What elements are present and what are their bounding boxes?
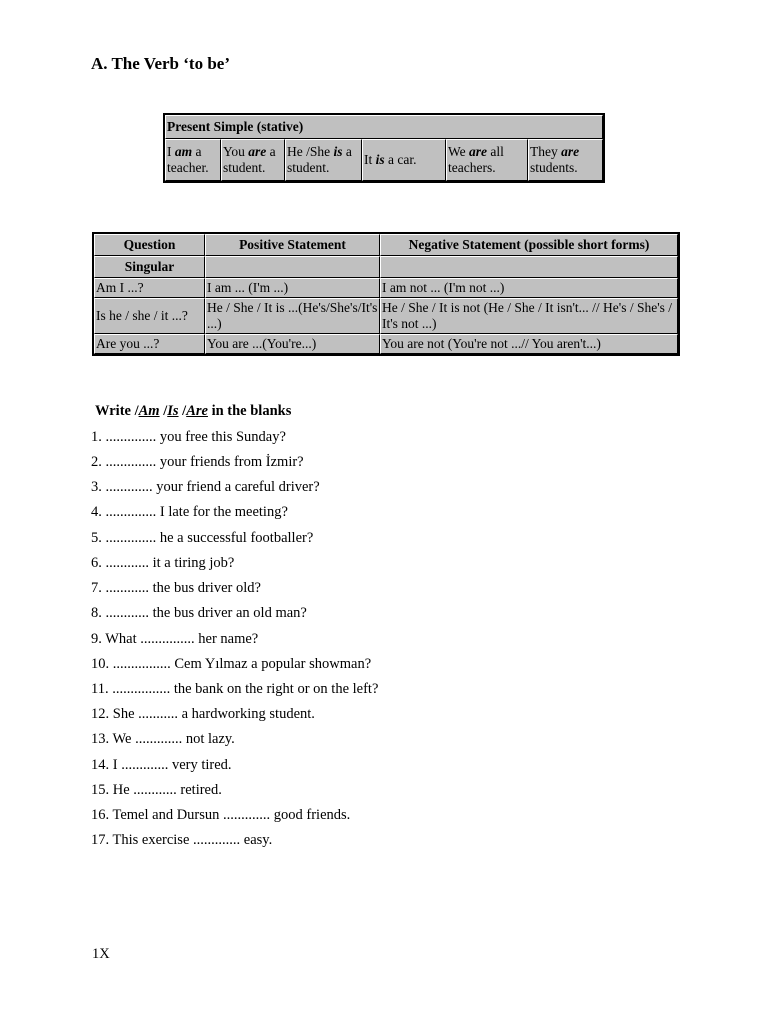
table-cell: He / She / It is not (He / She / It isn't... // He's / She's / It's not ...) (380, 298, 678, 334)
column-header: Negative Statement (possible short forms) (380, 234, 678, 256)
table-cell: You are ...(You're...) (205, 334, 380, 354)
table-cell: Are you ...? (94, 334, 205, 354)
table-cell: He / She / It is ...(He's/She's/It's ...) (205, 298, 380, 334)
question-item: 16. Temel and Dursun ............. good friends. (91, 807, 351, 823)
present-simple-header: Present Simple (stative) (165, 115, 603, 139)
column-header: Question (94, 234, 205, 256)
singular-label: Singular (94, 256, 205, 278)
table-cell: You are not (You're not ...// You aren't...) (380, 334, 678, 354)
example-cell: We are all teachers. (446, 139, 528, 181)
exercise-instruction: Write /Am /Is /Are in the blanks (95, 403, 292, 419)
table-header-row (94, 234, 678, 256)
question-item: 9. What ............... her name? (91, 631, 259, 647)
table-cell (205, 256, 380, 278)
table-row (94, 256, 678, 278)
question-item: 13. We ............. not lazy. (91, 731, 235, 747)
example-cell: It is a car. (362, 139, 446, 181)
example-cell: You are a student. (221, 139, 285, 181)
question-item: 8. ............ the bus driver an old man? (91, 605, 307, 621)
question-item: 1. .............. you free this Sunday? (91, 429, 286, 445)
table-row (94, 298, 678, 334)
question-item: 17. This exercise ............. easy. (91, 832, 273, 848)
question-item: 6. ............ it a tiring job? (91, 555, 235, 571)
question-item: 2. .............. your friends from İzmir? (91, 454, 304, 470)
example-cell: He /She is a student. (285, 139, 362, 181)
question-item: 7. ............ the bus driver old? (91, 580, 261, 596)
column-header: Positive Statement (205, 234, 380, 256)
example-cell: I am a teacher. (165, 139, 221, 181)
page-footer: 1X (92, 946, 110, 962)
table-cell: Is he / she / it ...? (94, 298, 205, 334)
table-row (94, 278, 678, 298)
question-item: 10. ................ Cem Yılmaz a popular showman? (91, 656, 372, 672)
question-item: 4. .............. I late for the meeting? (91, 504, 288, 520)
question-item: 14. I ............. very tired. (91, 757, 232, 773)
question-item: 3. ............. your friend a careful driver? (91, 479, 320, 495)
example-cell: They are students. (528, 139, 603, 181)
table-row (94, 334, 678, 354)
verb-forms-table (92, 232, 680, 356)
present-simple-table (163, 113, 605, 183)
page-title: A. The Verb ‘to be’ (91, 54, 230, 73)
question-item: 12. She ........... a hardworking student. (91, 706, 315, 722)
table-cell: I am not ... (I'm not ...) (380, 278, 678, 298)
question-item: 11. ................ the bank on the right or on the left? (91, 681, 379, 697)
table-cell: I am ... (I'm ...) (205, 278, 380, 298)
question-item: 15. He ............ retired. (91, 782, 222, 798)
table-cell (380, 256, 678, 278)
table-cell: Am I ...? (94, 278, 205, 298)
question-item: 5. .............. he a successful footballer? (91, 530, 314, 546)
